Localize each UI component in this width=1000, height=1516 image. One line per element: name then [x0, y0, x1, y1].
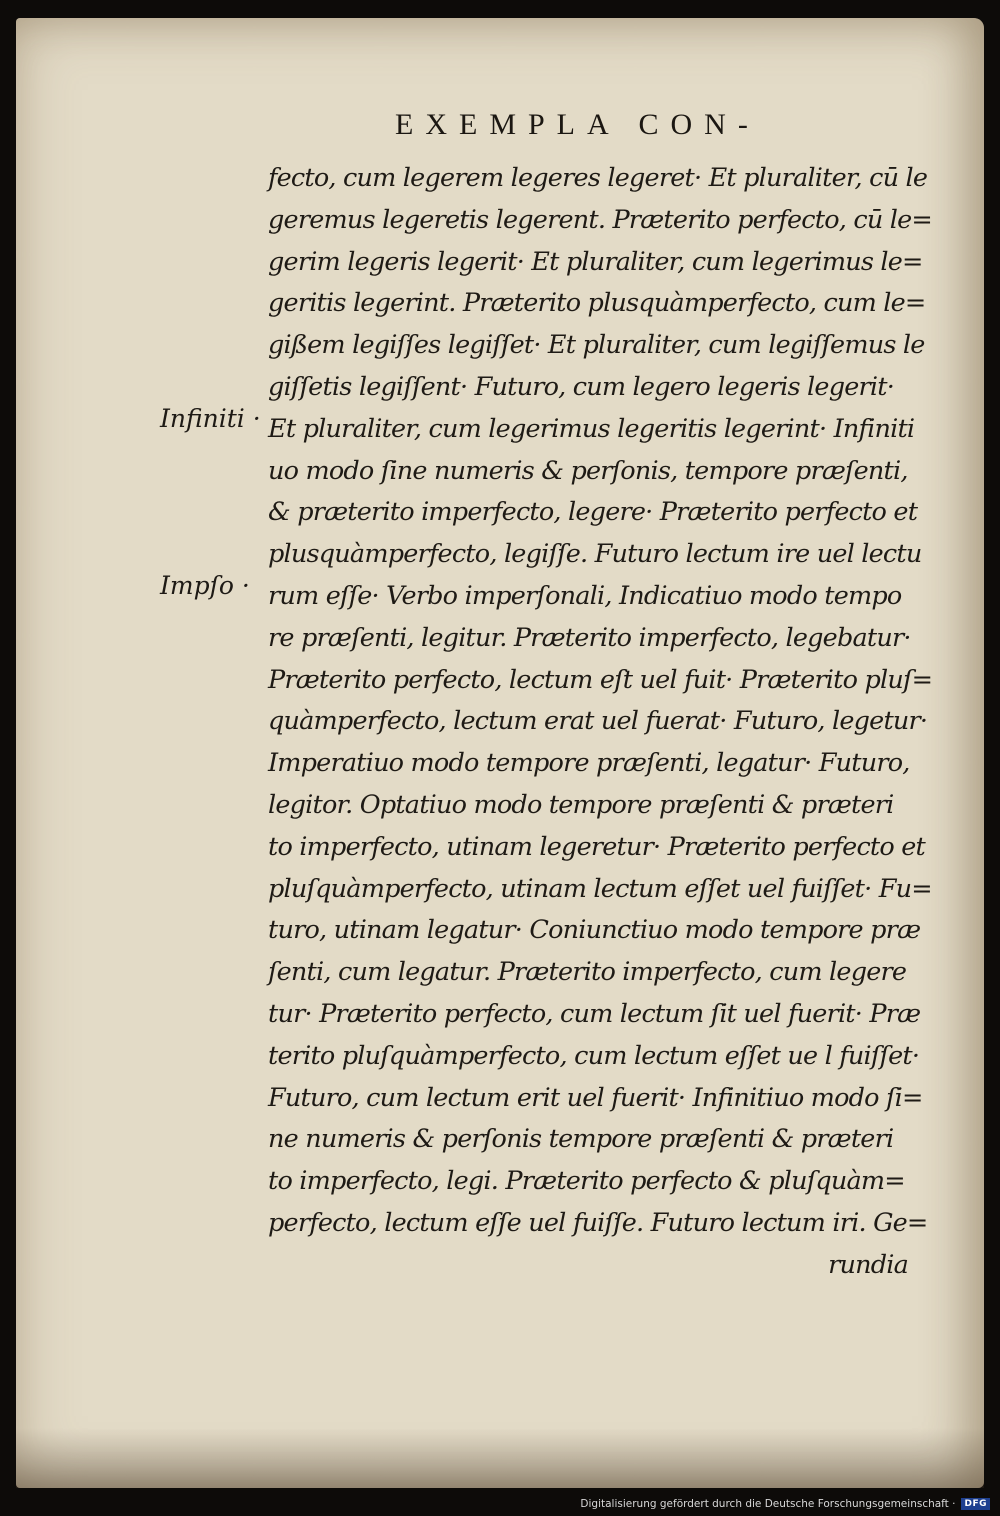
- text-line: Et pluraliter, cum legerimus legeritis legerint· Infiniti: [268, 413, 915, 444]
- footer-credit: [580, 1498, 990, 1510]
- text-line: ſenti, cum legatur. Præterito imperfecto, cum legere: [268, 957, 907, 988]
- text-line: quàmperfecto, lectum erat uel fuerat· Futuro, legetur·: [268, 706, 928, 737]
- text-line: gißem legiſſes legiſſet· Et pluraliter, cum legiſſemus le: [268, 330, 925, 361]
- text-line: turo, utinam legatur· Coniunctiuo modo tempore præ: [268, 915, 921, 946]
- text-line: gerim legeris legerit· Et pluraliter, cum legerimus le=: [268, 246, 923, 277]
- dfg-logo-icon: DFG: [961, 1498, 990, 1510]
- text-line: plusquàmperfecto, legiſſe. Futuro lectum ire uel lectu: [268, 539, 922, 570]
- text-line: geremus legeretis legerent. Præterito perfecto, cū le=: [268, 204, 933, 235]
- text-line: to imperfecto, legi. Præterito perfecto & pluſquàm=: [268, 1166, 905, 1197]
- text-line: re præſenti, legitur. Præterito imperfecto, legebatur·: [268, 622, 911, 653]
- text-line: pluſquàmperfecto, utinam lectum eſſet uel fuiſſet· Fu=: [268, 873, 932, 904]
- margin-note-infiniti: Infiniti ·: [160, 404, 261, 433]
- text-line: terito pluſquàmperfecto, cum lectum eſſet ue l fuiſſet·: [268, 1040, 920, 1071]
- margin-note-impso: Impſo ·: [160, 571, 250, 600]
- text-line: to imperfecto, utinam legeretur· Præterito perfecto et: [268, 831, 925, 862]
- text-line: giſſetis legiſſent· Futuro, cum legero legeris legerit·: [268, 371, 895, 402]
- text-line: uo modo ſine numeris & perſonis, tempore præſenti,: [268, 455, 908, 486]
- footer-credit-text: Digitalisierung gefördert durch die Deutsche Forschungsgemeinschaft ·: [580, 1498, 956, 1510]
- text-line: & præterito imperfecto, legere· Præterito perfecto et: [268, 497, 918, 528]
- catchword: rundia: [828, 1249, 908, 1280]
- text-line: Futuro, cum lectum erit uel fuerit· Infinitiuo modo ſi=: [268, 1082, 923, 1113]
- text-line: rum eſſe· Verbo imperſonali, Indicatiuo modo tempo: [268, 580, 902, 611]
- text-line: ne numeris & perſonis tempore præſenti & præteri: [268, 1124, 894, 1155]
- text-line: legitor. Optatiuo modo tempore præſenti & præteri: [268, 789, 894, 820]
- body-text: [268, 158, 933, 1287]
- running-header: EXEMPLA CON-: [395, 108, 760, 141]
- text-line: perfecto, lectum eſſe uel fuiſſe. Futuro lectum iri. Ge=: [268, 1207, 928, 1238]
- text-line: Præterito perfecto, lectum eſt uel fuit· Præterito pluſ=: [268, 664, 933, 695]
- text-line: geritis legerint. Præterito plusquàmperfecto, cum le=: [268, 288, 926, 319]
- text-line: fecto, cum legerem legeres legeret· Et pluraliter, cū le: [268, 163, 928, 193]
- text-line: tur· Præterito perfecto, cum lectum ſit uel fuerit· Præ: [268, 998, 921, 1029]
- text-line: Imperatiuo modo tempore præſenti, legatur· Futuro,: [268, 748, 910, 779]
